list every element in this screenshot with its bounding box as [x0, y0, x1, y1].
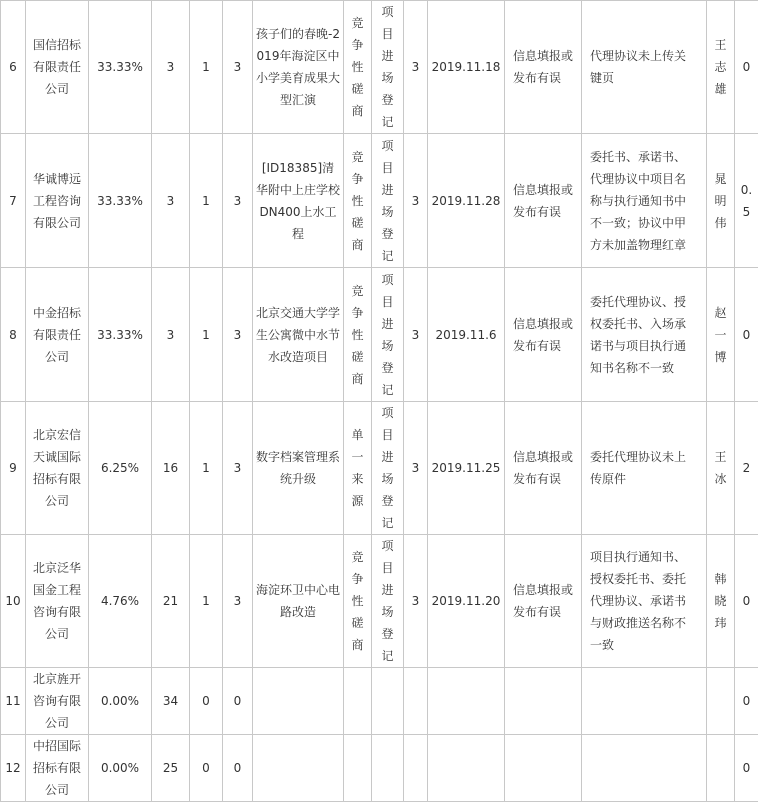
- cell-record-date: [428, 402, 505, 535]
- cell-project-name: [253, 735, 344, 802]
- deduction-points-text: 3: [411, 327, 420, 342]
- cell-agent-person: [707, 535, 735, 668]
- company-name-text: 北京泛华国金工程咨询有限公司: [33, 561, 82, 641]
- company-name-text: 北京宏信天诚国际招标有限公司: [33, 428, 82, 508]
- error-projects-text: 1: [202, 60, 210, 74]
- deduction-points-text: 3: [411, 461, 420, 475]
- company-name-text: 中招国际招标有限公司: [33, 739, 82, 797]
- cell-row-number: [1, 1, 26, 134]
- error-projects-text: 1: [202, 327, 210, 342]
- cell-issue-detail: [582, 668, 707, 735]
- cell-error-projects: [190, 535, 223, 668]
- issue-detail-text: 项目执行通知书、授权委托书、委托代理协议、承诺书与财政推送名称不一致: [590, 550, 687, 652]
- agent-person-text: 王冰: [714, 450, 727, 486]
- error-count-text: 3: [233, 193, 242, 208]
- cell-agent-person: [707, 668, 735, 735]
- cell-procurement-method: [344, 735, 372, 802]
- cell-row-number: [1, 134, 26, 268]
- row-number-text: 9: [9, 461, 17, 475]
- cell-row-number: [1, 402, 26, 535]
- table-row: [1, 268, 758, 402]
- row-number-text: 10: [5, 594, 21, 608]
- cell-error-projects: [190, 402, 223, 535]
- cell-company-name: [26, 268, 89, 402]
- score-value-text: 0: [742, 694, 751, 708]
- total-projects-text: 3: [166, 193, 175, 208]
- error-rate-text: 0.00%: [100, 761, 140, 775]
- deduction-points-text: 3: [411, 193, 420, 208]
- cell-deduction-points: [404, 134, 428, 268]
- cell-project-name: [253, 1, 344, 134]
- cell-error-rate: [89, 668, 152, 735]
- cell-deduction-points: [404, 1, 428, 134]
- cell-score-value: [735, 1, 758, 134]
- cell-agent-person: [707, 402, 735, 535]
- agent-person-text: 韩晓玮: [714, 572, 727, 630]
- error-projects-text: 0: [202, 761, 210, 775]
- cell-error-rate: [89, 1, 152, 134]
- cell-error-count: [223, 535, 253, 668]
- cell-error-count: [223, 402, 253, 535]
- company-name-text: 华诚博远工程咨询有限公司: [33, 171, 82, 230]
- agent-person-text: 晁明伟: [714, 171, 727, 230]
- cell-procurement-method: [344, 134, 372, 268]
- cell-score-value: [735, 668, 758, 735]
- cell-procurement-method: [344, 1, 372, 134]
- cell-record-date: [428, 735, 505, 802]
- cell-record-date: [428, 268, 505, 402]
- table-row: [1, 134, 758, 268]
- cell-process-stage: [372, 268, 404, 402]
- cell-issue-type: [505, 134, 582, 268]
- cell-error-rate: [89, 402, 152, 535]
- cell-score-value: [735, 402, 758, 535]
- cell-issue-type: [505, 535, 582, 668]
- cell-issue-type: [505, 668, 582, 735]
- score-value-text: 0: [742, 761, 751, 775]
- cell-project-name: [253, 402, 344, 535]
- cell-error-rate: [89, 134, 152, 268]
- process-stage-text: 项目进场登记: [381, 406, 394, 530]
- procurement-method-text: 竞争性磋商: [351, 550, 364, 652]
- cell-issue-detail: [582, 268, 707, 402]
- record-date-text: 2019.11.20: [431, 594, 501, 608]
- cell-total-projects: [152, 134, 190, 268]
- cell-score-value: [735, 134, 758, 268]
- issue-detail-text: 委托代理协议、授权委托书、入场承诺书与项目执行通知书名称不一致: [590, 294, 687, 375]
- cell-total-projects: [152, 735, 190, 802]
- error-count-text: 0: [233, 694, 242, 708]
- procurement-method-text: 竞争性磋商: [351, 283, 364, 386]
- cell-score-value: [735, 535, 758, 668]
- cell-row-number: [1, 268, 26, 402]
- cell-procurement-method: [344, 268, 372, 402]
- cell-row-number: [1, 668, 26, 735]
- error-count-text: 0: [233, 761, 242, 775]
- error-rate-text: 33.33%: [97, 193, 143, 208]
- cell-error-projects: [190, 668, 223, 735]
- cell-deduction-points: [404, 268, 428, 402]
- company-name-text: 中金招标有限责任公司: [33, 305, 82, 364]
- issue-type-text: 信息填报或发布有误: [513, 316, 574, 353]
- cell-score-value: [735, 735, 758, 802]
- cell-issue-type: [505, 268, 582, 402]
- deduction-points-text: 3: [411, 594, 420, 608]
- total-projects-text: 3: [166, 60, 175, 74]
- total-projects-text: 16: [162, 461, 179, 475]
- cell-project-name: [253, 134, 344, 268]
- project-name-text: 海淀环卫中心电路改造: [256, 583, 341, 619]
- cell-total-projects: [152, 268, 190, 402]
- score-value-text: 0: [742, 60, 751, 74]
- cell-score-value: [735, 268, 758, 402]
- procurement-method-text: 单一来源: [351, 428, 364, 508]
- row-number-text: 11: [5, 694, 21, 708]
- record-date-text: 2019.11.25: [431, 461, 501, 475]
- error-count-text: 3: [233, 327, 242, 342]
- cell-process-stage: [372, 535, 404, 668]
- cell-deduction-points: [404, 668, 428, 735]
- cell-issue-type: [505, 735, 582, 802]
- cell-agent-person: [707, 268, 735, 402]
- record-date-text: 2019.11.28: [431, 193, 501, 208]
- cell-deduction-points: [404, 402, 428, 535]
- project-name-text: 孩子们的春晚-2019年海淀区中小学美育成果大型汇演: [256, 27, 341, 107]
- record-date-text: 2019.11.18: [431, 60, 501, 74]
- cell-error-rate: [89, 268, 152, 402]
- cell-error-projects: [190, 134, 223, 268]
- error-count-text: 3: [233, 594, 242, 608]
- cell-procurement-method: [344, 535, 372, 668]
- cell-error-count: [223, 735, 253, 802]
- process-stage-text: 项目进场登记: [381, 138, 394, 263]
- company-name-text: 北京旌开咨询有限公司: [33, 672, 82, 730]
- cell-process-stage: [372, 402, 404, 535]
- cell-row-number: [1, 535, 26, 668]
- cell-deduction-points: [404, 535, 428, 668]
- cell-company-name: [26, 668, 89, 735]
- score-value-text: 0: [742, 594, 751, 608]
- error-projects-text: 1: [202, 193, 210, 208]
- cell-error-count: [223, 668, 253, 735]
- record-date-text: 2019.11.6: [435, 327, 497, 342]
- cell-total-projects: [152, 1, 190, 134]
- cell-error-count: [223, 268, 253, 402]
- cell-issue-detail: [582, 535, 707, 668]
- deduction-points-text: 3: [411, 60, 420, 74]
- cell-agent-person: [707, 1, 735, 134]
- score-value-text: 0: [742, 327, 751, 342]
- cell-error-projects: [190, 735, 223, 802]
- cell-error-count: [223, 134, 253, 268]
- cell-record-date: [428, 1, 505, 134]
- cell-company-name: [26, 134, 89, 268]
- project-name-text: 北京交通大学学生公寓微中水节水改造项目: [256, 305, 341, 364]
- table-row: [1, 535, 758, 668]
- cell-record-date: [428, 535, 505, 668]
- procurement-method-text: 竞争性磋商: [351, 16, 364, 118]
- cell-process-stage: [372, 668, 404, 735]
- procurement-method-text: 竞争性磋商: [351, 149, 364, 252]
- cell-record-date: [428, 134, 505, 268]
- process-stage-text: 项目进场登记: [381, 272, 394, 397]
- table-row: [1, 735, 758, 802]
- cell-company-name: [26, 1, 89, 134]
- error-count-text: 3: [233, 60, 242, 74]
- error-projects-text: 1: [202, 461, 210, 475]
- cell-issue-type: [505, 402, 582, 535]
- error-count-text: 3: [233, 461, 242, 475]
- cell-project-name: [253, 268, 344, 402]
- cell-error-count: [223, 1, 253, 134]
- issue-type-text: 信息填报或发布有误: [513, 182, 574, 219]
- cell-issue-detail: [582, 735, 707, 802]
- issue-type-text: 信息填报或发布有误: [513, 583, 574, 619]
- company-name-text: 国信招标有限责任公司: [33, 38, 82, 96]
- row-number-text: 6: [9, 60, 17, 74]
- cell-company-name: [26, 535, 89, 668]
- score-value-text: 2: [742, 461, 751, 475]
- issue-detail-text: 代理协议未上传关键页: [590, 49, 687, 85]
- cell-company-name: [26, 402, 89, 535]
- agent-person-text: 赵一博: [714, 305, 727, 364]
- error-projects-text: 1: [202, 594, 210, 608]
- total-projects-text: 3: [166, 327, 175, 342]
- table-row: [1, 668, 758, 735]
- issue-type-text: 信息填报或发布有误: [513, 49, 574, 85]
- process-stage-text: 项目进场登记: [381, 5, 394, 129]
- cell-company-name: [26, 735, 89, 802]
- cell-row-number: [1, 735, 26, 802]
- total-projects-text: 34: [162, 694, 179, 708]
- cell-total-projects: [152, 668, 190, 735]
- error-rate-text: 4.76%: [100, 594, 140, 608]
- table-body: [1, 1, 758, 802]
- issue-detail-text: 委托代理协议未上传原件: [590, 450, 687, 486]
- cell-project-name: [253, 535, 344, 668]
- error-projects-text: 0: [202, 694, 210, 708]
- score-value-text: 0.5: [740, 182, 753, 219]
- cell-total-projects: [152, 402, 190, 535]
- cell-procurement-method: [344, 402, 372, 535]
- cell-issue-detail: [582, 402, 707, 535]
- cell-agent-person: [707, 735, 735, 802]
- cell-error-rate: [89, 735, 152, 802]
- error-rate-text: 33.33%: [97, 327, 143, 342]
- cell-procurement-method: [344, 668, 372, 735]
- cell-error-projects: [190, 268, 223, 402]
- project-name-text: [ID18385]清华附中上庄学校DN400上水工程: [256, 160, 341, 241]
- cell-agent-person: [707, 134, 735, 268]
- row-number-text: 7: [9, 193, 17, 208]
- cell-total-projects: [152, 535, 190, 668]
- error-rate-text: 6.25%: [100, 461, 140, 475]
- cell-error-rate: [89, 535, 152, 668]
- cell-error-projects: [190, 1, 223, 134]
- cell-issue-type: [505, 1, 582, 134]
- cell-issue-detail: [582, 134, 707, 268]
- issue-detail-text: 委托书、承诺书、代理协议中项目名称与执行通知书中不一致；协议中甲方未加盖物理红章: [590, 149, 687, 252]
- total-projects-text: 21: [162, 594, 179, 608]
- error-rate-text: 33.33%: [97, 60, 143, 74]
- cell-process-stage: [372, 134, 404, 268]
- cell-record-date: [428, 668, 505, 735]
- cell-deduction-points: [404, 735, 428, 802]
- issue-type-text: 信息填报或发布有误: [513, 450, 574, 486]
- agent-person-text: 王志雄: [714, 38, 727, 96]
- error-rate-text: 0.00%: [100, 694, 140, 708]
- table-row: [1, 1, 758, 134]
- table-row: [1, 402, 758, 535]
- row-number-text: 8: [9, 327, 17, 342]
- total-projects-text: 25: [162, 761, 179, 775]
- process-stage-text: 项目进场登记: [381, 539, 394, 663]
- project-name-text: 数字档案管理系统升级: [256, 450, 341, 486]
- row-number-text: 12: [5, 761, 21, 775]
- cell-process-stage: [372, 1, 404, 134]
- cell-issue-detail: [582, 1, 707, 134]
- cell-project-name: [253, 668, 344, 735]
- cell-process-stage: [372, 735, 404, 802]
